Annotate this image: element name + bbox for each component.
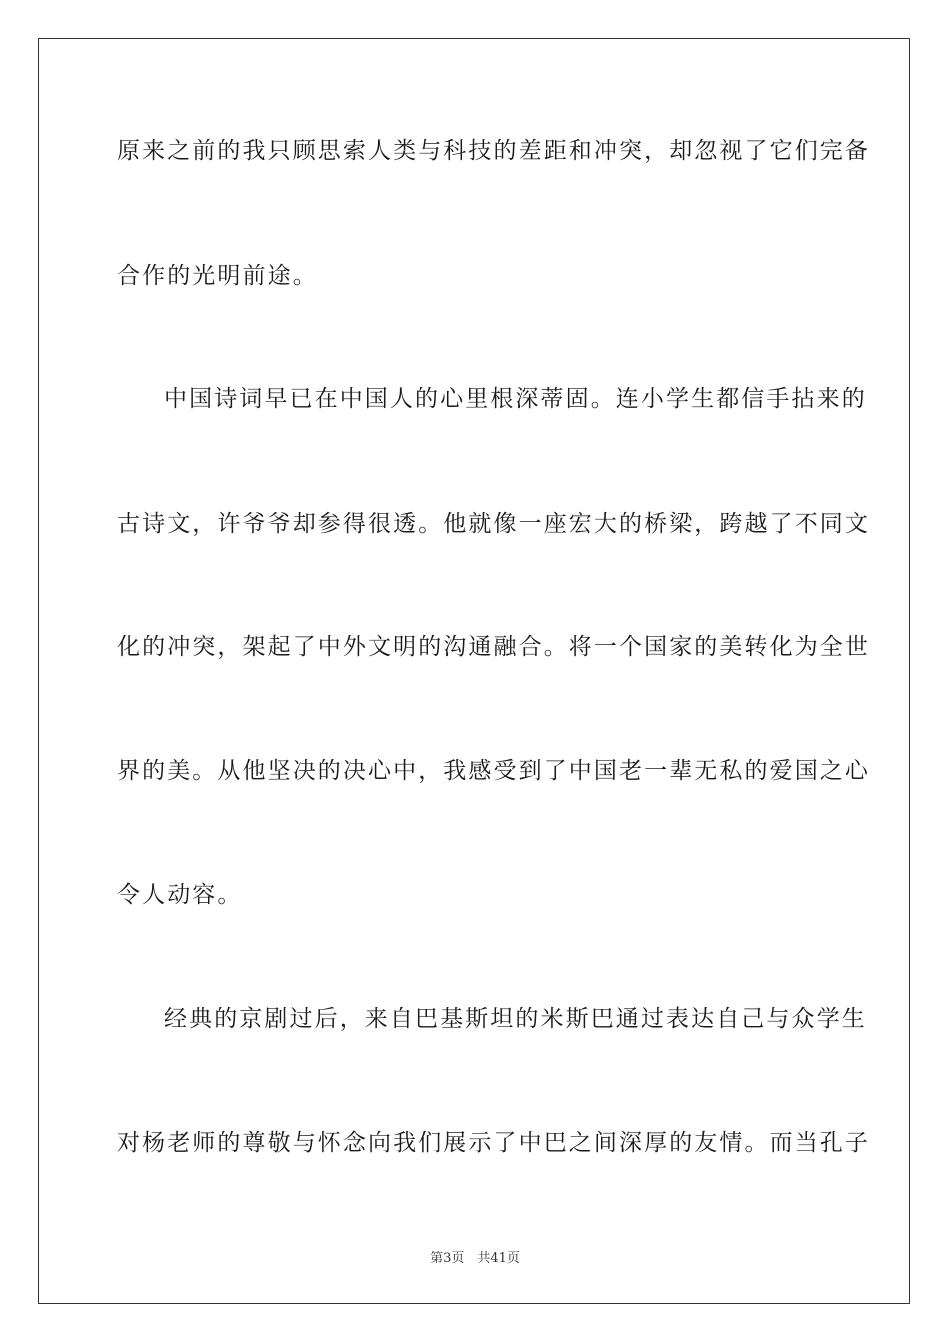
page-border	[38, 38, 910, 1304]
page-number-footer: 第3页 共41页	[430, 1251, 520, 1266]
body-text-line: 令人动容。	[117, 882, 243, 908]
body-text-line: 古诗文，许爷爷却参得很透。他就像一座宏大的桥梁，跨越了不同文	[117, 511, 870, 537]
body-text-line: 对杨老师的尊敬与怀念向我们展示了中巴之间深厚的友情。而当孔子	[117, 1130, 870, 1156]
body-text-line: 原来之前的我只顾思索人类与科技的差距和冲突，却忽视了它们完备	[117, 138, 870, 164]
body-text-line: 界的美。从他坚决的决心中，我感受到了中国老一辈无私的爱国之心	[117, 758, 870, 784]
paragraph-first-line: 中国诗词早已在中国人的心里根深蒂固。连小学生都信手拈来的	[164, 386, 867, 412]
paragraph-first-line: 经典的京剧过后，来自巴基斯坦的米斯巴通过表达自己与众学生	[164, 1006, 867, 1032]
body-text-line: 化的冲突，架起了中外文明的沟通融合。将一个国家的美转化为全世	[117, 634, 870, 660]
body-text-line: 合作的光明前途。	[117, 263, 318, 289]
